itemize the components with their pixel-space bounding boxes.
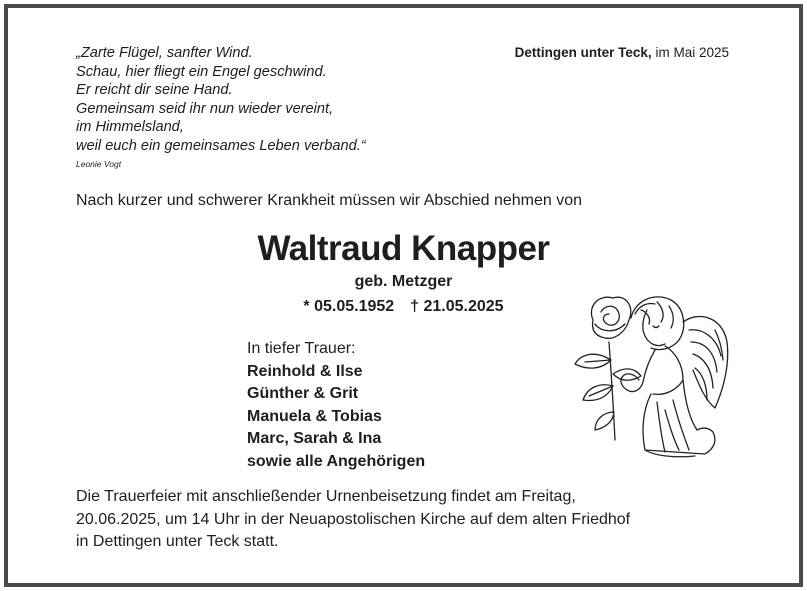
poem-author: Leonie Vogt [76, 158, 122, 169]
poem-line: Er reicht dir seine Hand. [76, 82, 233, 99]
birth-date: * 05.05.1952 [303, 298, 395, 315]
place-month: im Mai 2025 [655, 45, 729, 60]
mourner-name: Marc, Sarah & Ina [247, 430, 382, 447]
poem-line: im Himmelsland, [76, 119, 184, 136]
mourner-name: Manuela & Tobias [247, 407, 382, 425]
poem [76, 44, 366, 170]
funeral-line: Die Trauerfeier mit anschließender Urnenbeisetzung findet am Freitag, [76, 488, 576, 505]
poem-line: weil euch ein gemeinsames Leben verband.“ [76, 137, 366, 154]
funeral-line: in Dettingen unter Teck statt. [76, 533, 279, 550]
funeral-notice [76, 486, 630, 554]
mourners-heading: In tiefer Trauer: [247, 340, 356, 357]
mourner-name: Günther & Grit [247, 385, 359, 402]
poem-line: Schau, hier fliegt ein Engel geschwind. [76, 63, 327, 80]
death-date: † 21.05.2025 [410, 298, 504, 315]
place-date [515, 45, 729, 60]
poem-line: „Zarte Flügel, sanfter Wind. [76, 45, 253, 61]
deceased-name: Waltraud Knapper [257, 229, 550, 268]
mourner-name: Reinhold & Ilse [247, 362, 363, 380]
intro-text: Nach kurzer und schwerer Krankheit müssen wir Abschied nehmen von [76, 192, 583, 209]
poem-line: Gemeinsam seid ihr nun wieder vereint, [76, 100, 334, 117]
birth-name: geb. Metzger [354, 273, 453, 290]
mourner-name: sowie alle Angehörigen [247, 452, 426, 470]
funeral-line: 20.06.2025, um 14 Uhr in der Neuapostolischen Kirche auf dem alten Friedhof [76, 510, 631, 528]
place-city: Dettingen unter Teck, [514, 45, 652, 60]
mourners-block [247, 338, 425, 473]
angel-with-rose-icon [565, 290, 730, 465]
